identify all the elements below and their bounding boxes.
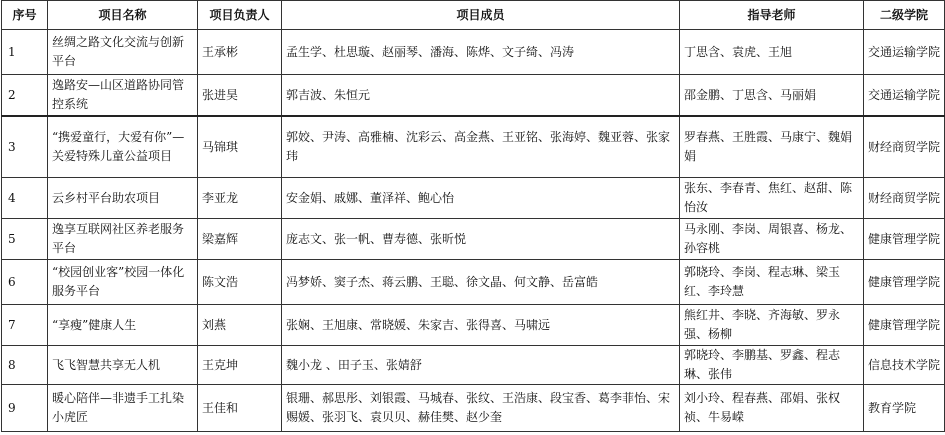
row-college: 交通运输学院 xyxy=(864,30,945,75)
table-row xyxy=(2,346,945,385)
row-college: 信息技术学院 xyxy=(864,346,945,385)
row-members: 庞志文、张一帆、曹寿德、张昕悦 xyxy=(282,219,680,260)
row-project-name: 逸享互联网社区养老服务平台 xyxy=(48,219,198,260)
row-index: 9 xyxy=(2,385,48,432)
row-advisors: 丁思含、袁虎、王旭 xyxy=(680,30,864,75)
table-row xyxy=(2,178,945,219)
table-row xyxy=(2,30,945,75)
row-leader: 马锦琪 xyxy=(198,116,282,178)
row-advisors: 郭晓玲、李鹏基、罗鑫、程志琳、张伟 xyxy=(680,346,864,385)
row-project-name: 飞飞智慧共享无人机 xyxy=(48,346,198,385)
row-members: 银珊、郝思彤、刘银霞、马城春、张纹、王浩康、段宝香、葛李菲怡、宋赐媛、张羽飞、袁贝贝、赫佳樊、赵少奎 xyxy=(282,385,680,432)
row-college: 健康管理学院 xyxy=(864,260,945,305)
row-advisors: 马永刚、李岗、周银喜、杨龙、孙容桃 xyxy=(680,219,864,260)
row-members: 郭吉波、朱恒元 xyxy=(282,75,680,117)
header-members: 项目成员 xyxy=(282,1,680,30)
row-leader: 李亚龙 xyxy=(198,178,282,219)
row-members: 安金娟、戚娜、董泽祥、鲍心怡 xyxy=(282,178,680,219)
row-college: 教育学院 xyxy=(864,385,945,432)
row-college: 交通运输学院 xyxy=(864,75,945,117)
row-members: 孟生学、杜思璇、赵丽琴、潘海、陈烨、文子绮、冯涛 xyxy=(282,30,680,75)
row-members: 冯梦娇、窦子杰、蒋云鹏、王聪、徐文晶、何文静、岳富皓 xyxy=(282,260,680,305)
row-project-name: “携爱童行，大爱有你”—关爱特殊儿童公益项目 xyxy=(48,116,198,178)
row-members: 郭姣、尹涛、高雅楠、沈彩云、高金燕、王亚铭、张海婷、魏亚蓉、张家玮 xyxy=(282,116,680,178)
row-college: 健康管理学院 xyxy=(864,305,945,346)
row-project-name: 丝绸之路文化交流与创新平台 xyxy=(48,30,198,75)
header-advisors: 指导老师 xyxy=(680,1,864,30)
row-project-name: “享瘦”健康人生 xyxy=(48,305,198,346)
row-advisors: 罗春燕、王胜霞、马康宁、魏娟娟 xyxy=(680,116,864,178)
header-index: 序号 xyxy=(2,1,48,30)
row-index: 1 xyxy=(2,30,48,75)
table-row xyxy=(2,75,945,117)
row-project-name: 逸路安—山区道路协同管控系统 xyxy=(48,75,198,117)
row-leader: 王克坤 xyxy=(198,346,282,385)
row-project-name: 云乡村平台助农项目 xyxy=(48,178,198,219)
row-index: 5 xyxy=(2,219,48,260)
row-index: 7 xyxy=(2,305,48,346)
row-index: 3 xyxy=(2,116,48,178)
header-row xyxy=(2,1,945,30)
header-leader: 项目负责人 xyxy=(198,1,282,30)
row-project-name: “校园创业客”校园一体化服务平台 xyxy=(48,260,198,305)
table-row xyxy=(2,116,945,178)
row-leader: 刘燕 xyxy=(198,305,282,346)
header-college: 二级学院 xyxy=(864,1,945,30)
row-members: 魏小龙 、田子玉、张婧舒 xyxy=(282,346,680,385)
row-index: 8 xyxy=(2,346,48,385)
row-advisors: 郭晓玲、李岗、程志琳、梁玉红、李玲慧 xyxy=(680,260,864,305)
row-advisors: 邵金鹏、丁思含、马丽娟 xyxy=(680,75,864,117)
row-leader: 梁嘉辉 xyxy=(198,219,282,260)
row-advisors: 刘小玲、程春燕、邵娟、张权祯、牛易嵘 xyxy=(680,385,864,432)
table-row xyxy=(2,260,945,305)
row-advisors: 熊红井、李晓、齐海敏、罗永强、杨柳 xyxy=(680,305,864,346)
row-leader: 张进昊 xyxy=(198,75,282,117)
table-row xyxy=(2,385,945,432)
project-table xyxy=(1,0,945,432)
table-row xyxy=(2,305,945,346)
row-project-name: 暖心陪伴—非遗手工扎染小虎匠 xyxy=(48,385,198,432)
row-college: 财经商贸学院 xyxy=(864,178,945,219)
row-index: 6 xyxy=(2,260,48,305)
row-index: 4 xyxy=(2,178,48,219)
row-members: 张娴、王旭康、常晓媛、朱家吉、张得喜、马啸远 xyxy=(282,305,680,346)
row-advisors: 张东、李春青、焦红、赵甜、陈怡汝 xyxy=(680,178,864,219)
row-leader: 陈文浩 xyxy=(198,260,282,305)
row-college: 健康管理学院 xyxy=(864,219,945,260)
row-college: 财经商贸学院 xyxy=(864,116,945,178)
header-project-name: 项目名称 xyxy=(48,1,198,30)
row-index: 2 xyxy=(2,75,48,117)
row-leader: 王承彬 xyxy=(198,30,282,75)
table-row xyxy=(2,219,945,260)
row-leader: 王佳和 xyxy=(198,385,282,432)
